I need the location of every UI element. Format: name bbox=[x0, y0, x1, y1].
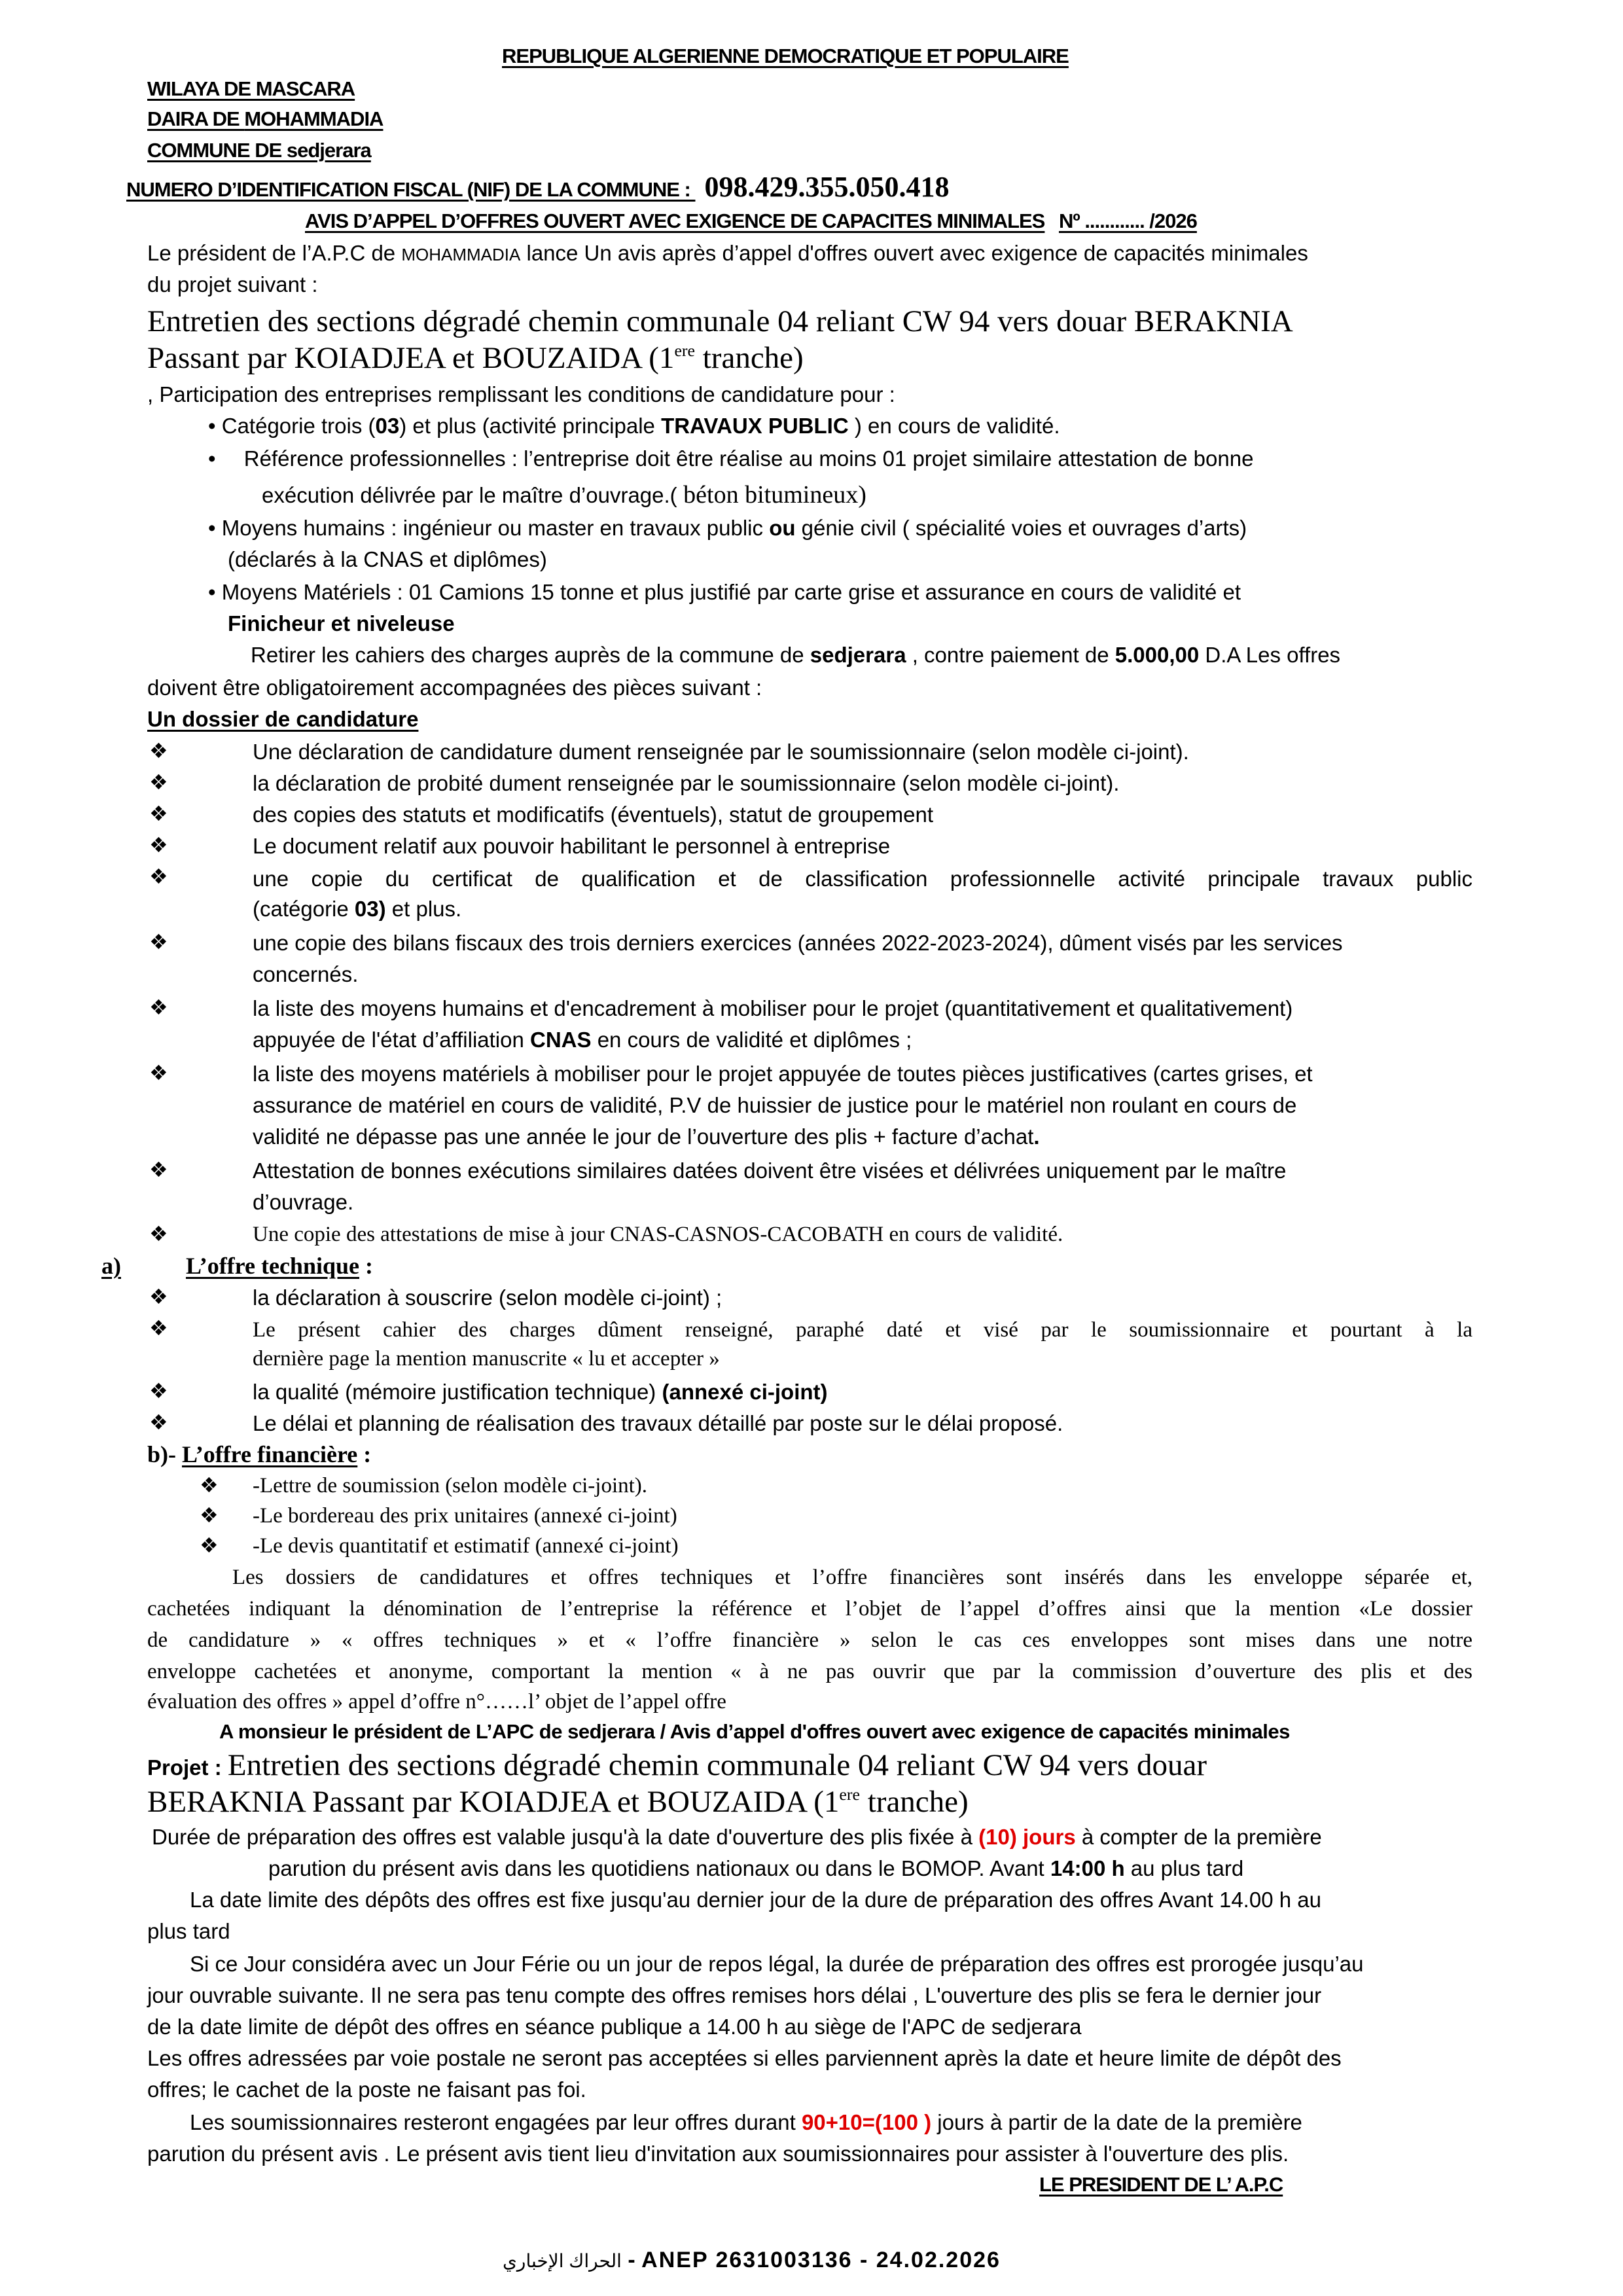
avis-title: AVIS D’APPEL D’OFFRES OUVERT AVEC EXIGENCE DE CAPACITES MINIMALES bbox=[305, 209, 1045, 232]
commune-label: COMMUNE DE sedjerara bbox=[147, 139, 371, 162]
condition-categorie bbox=[208, 415, 1060, 437]
footer-separator: - bbox=[621, 2248, 642, 2272]
diamond-bullet-icon: ❖ bbox=[149, 864, 168, 889]
bullet-icon: • bbox=[208, 580, 216, 604]
projet-title-tranche: tranche) bbox=[859, 1785, 969, 1819]
dossier-bold: CNAS bbox=[530, 1028, 592, 1052]
dossier-item: Le document relatif aux pouvoir habilitant le personnel à entreprise bbox=[253, 834, 891, 858]
offre-technique-title: L’offre technique bbox=[186, 1253, 359, 1279]
postale-line-1: Les offres adressées par voie postale ne seront pas acceptées si elles parviennent après la date et heure limite de dépôt des bbox=[147, 2046, 1342, 2070]
condition-text: Référence professionnelles : l’entreprise doit être réalise au moins 01 projet similaire attestation de bonne bbox=[243, 446, 1254, 471]
diamond-bullet-icon: ❖ bbox=[149, 1284, 168, 1309]
offre-text: la qualité (mémoire justification technique) bbox=[253, 1380, 662, 1404]
date-limite-line-1: La date limite des dépôts des offres est fixe jusqu'au dernier jour de la dure de préparation des offres Avant 14.00 h au bbox=[190, 1888, 1321, 1912]
duree-line-1 bbox=[152, 1826, 1322, 1848]
daira-prefix: DAIRA DE bbox=[147, 107, 245, 130]
diamond-bullet-icon: ❖ bbox=[149, 1157, 168, 1182]
duree-paren: ) bbox=[1009, 1825, 1017, 1849]
engage-duration: 90+10=(100 ) bbox=[801, 2110, 932, 2134]
engage-line-1 bbox=[190, 2111, 1302, 2133]
diamond-bullet-icon: ❖ bbox=[149, 1060, 168, 1085]
bullet-icon: • bbox=[208, 446, 216, 471]
project-title-line-1: Entretien des sections dégradé chemin communale 04 reliant CW 94 vers douar BERAKNIA bbox=[147, 304, 1293, 338]
condition-text: Catégorie trois ( bbox=[221, 414, 376, 438]
wilaya-label: WILAYA DE MASCARA bbox=[147, 77, 355, 100]
retrait-line-2: doivent être obligatoirement accompagnées des pièces suivant : bbox=[147, 675, 762, 700]
offre-financiere-heading bbox=[147, 1443, 371, 1466]
duree-text: au plus tard bbox=[1124, 1856, 1244, 1880]
duree-text: Durée de préparation des offres est valable jusqu'à la date d'ouverture des plis fixée à bbox=[152, 1825, 979, 1849]
engage-text: jours à partir de la date de la première bbox=[931, 2110, 1302, 2134]
duree-paren: ( bbox=[978, 1825, 986, 1849]
condition-reference bbox=[208, 448, 1253, 469]
duree-text: parution du présent avis dans les quotidiens nationaux ou dans le BOMOP. Avant bbox=[268, 1856, 1050, 1880]
postale-line-2: offres; le cachet de la poste ne faisant pas foi. bbox=[147, 2077, 586, 2102]
intro-line-2: du projet suivant : bbox=[147, 272, 318, 296]
projet-line-2 bbox=[147, 1784, 969, 1819]
nif-row bbox=[126, 173, 949, 202]
projet-line-1 bbox=[147, 1750, 1207, 1781]
participation-line: , Participation des entreprises remplissant les conditions de candidature pour : bbox=[147, 382, 895, 406]
offre-technique-item: Le délai et planning de réalisation des travaux détaillé par poste sur le délai proposé. bbox=[253, 1411, 1063, 1435]
retrait-text: Retirer les cahiers des charges auprès de la commune de bbox=[251, 643, 810, 667]
engage-line-2: parution du présent avis . Le présent avis tient lieu d'invitation aux soumissionnaires pour assister à l'ouverture des plis. bbox=[147, 2142, 1289, 2166]
engage-text: Les soumissionnaires resteront engagées par leur offres durant bbox=[190, 2110, 802, 2134]
dossier-item: la déclaration de probité dument renseignée par le soumissionnaire (selon modèle ci-joint). bbox=[253, 771, 1120, 795]
dossier-text: en cours de validité et diplômes ; bbox=[591, 1028, 912, 1052]
republic-title: REPUBLIQUE ALGERIENNE DEMOCRATIQUE ET POPULAIRE bbox=[502, 45, 1069, 67]
nif-label: NUMERO D’IDENTIFICATION FISCAL (NIF) DE LA COMMUNE : bbox=[126, 178, 696, 201]
section-label-a: a) bbox=[101, 1253, 121, 1279]
condition-text: Moyens humains : ingénieur ou master en travaux public bbox=[221, 516, 770, 540]
offre-financiere-item: -Lettre de soumission (selon modèle ci-joint). bbox=[253, 1474, 648, 1498]
retrait-text: D.A Les offres bbox=[1199, 643, 1341, 667]
condition-materiels bbox=[208, 581, 1241, 603]
dossier-item: Une déclaration de candidature dument renseignée par le soumissionnaire (selon modèle ci-joint). bbox=[253, 740, 1189, 764]
duree-time: 14:00 h bbox=[1050, 1856, 1125, 1880]
dossier-item: Attestation de bonnes exécutions similaires datées doivent être visées et délivrées uniquement par le maître bbox=[253, 1158, 1287, 1183]
colon: : bbox=[359, 1253, 373, 1279]
dossier-bold: 03) bbox=[354, 897, 386, 921]
enveloppes-line: de candidature » « offres techniques » et « l’offre financière » selon le cas ces enveloppes sont mises dans une notre bbox=[147, 1628, 1472, 1652]
project-title-line-2 bbox=[147, 340, 804, 375]
diamond-bullet-icon: ❖ bbox=[200, 1533, 219, 1558]
dossier-item: des copies des statuts et modificatifs (éventuels), statut de groupement bbox=[253, 802, 934, 827]
dossier-item-cont bbox=[253, 1126, 1040, 1147]
condition-bold: TRAVAUX PUBLIC bbox=[661, 414, 849, 438]
condition-bold: ou bbox=[769, 516, 796, 540]
intro-text-a: Le président de l’A.P.C de bbox=[147, 241, 402, 265]
ferie-line-1: Si ce Jour considéra avec un Jour Férie ou un jour de repos légal, la durée de préparation des offres est prorogée jusqu’au bbox=[190, 1952, 1364, 1976]
condition-text: génie civil ( spécialité voies et ouvrages d’arts) bbox=[795, 516, 1247, 540]
dossier-item: une copie des bilans fiscaux des trois derniers exercices (années 2022-2023-2024), dûment visés par les services bbox=[253, 931, 1343, 955]
diamond-bullet-icon: ❖ bbox=[149, 995, 168, 1020]
dossier-title: Un dossier de candidature bbox=[147, 707, 419, 731]
dossier-item-cont bbox=[253, 1029, 912, 1050]
offre-financiere-title: L’offre financière bbox=[182, 1441, 358, 1467]
dossier-item-cont bbox=[253, 898, 461, 920]
offre-technique-item-cont: dernière page la mention manuscrite « lu et accepter » bbox=[253, 1347, 720, 1371]
diamond-bullet-icon: ❖ bbox=[200, 1503, 219, 1528]
duree-text: à compter de la première bbox=[1075, 1825, 1322, 1849]
offre-financiere-item: -Le bordereau des prix unitaires (annexé ci-joint) bbox=[253, 1504, 677, 1528]
offre-technique-heading bbox=[101, 1254, 373, 1278]
diamond-bullet-icon: ❖ bbox=[149, 1410, 168, 1435]
diamond-bullet-icon: ❖ bbox=[149, 1378, 168, 1403]
dossier-item: une copie du certificat de qualification et de classification professionnelle activité principale travaux public bbox=[253, 867, 1472, 891]
diamond-bullet-icon: ❖ bbox=[149, 801, 168, 826]
intro-text-b: lance Un avis après d’appel d'offres ouvert avec exigence de capacités minimales bbox=[520, 241, 1308, 265]
dossier-item-cont: concernés. bbox=[253, 962, 359, 986]
dossier-text: appuyée de l'état d’affiliation bbox=[253, 1028, 531, 1052]
enveloppes-line: Les dossiers de candidatures et offres techniques et l’offre financières sont insérés dans les enveloppe séparée et, bbox=[232, 1566, 1472, 1589]
nif-value: 098.429.355.050.418 bbox=[704, 171, 950, 203]
dossier-text: (catégorie bbox=[253, 897, 355, 921]
condition-text: ) en cours de validité. bbox=[848, 414, 1060, 438]
retrait-text: , contre paiement de bbox=[906, 643, 1115, 667]
dossier-item: la liste des moyens matériels à mobiliser pour le projet appuyée de toutes pièces justificatives (cartes grises, et bbox=[253, 1062, 1313, 1086]
intro-line-1 bbox=[147, 242, 1308, 264]
daira-name: MOHAMMADIA bbox=[244, 107, 383, 130]
adresse-line: A monsieur le président de L’APC de sedjerara / Avis d’appel d'offres ouvert avec exigence de capacités minimales bbox=[219, 1720, 1290, 1743]
retrait-amount: 5.000,00 bbox=[1115, 643, 1200, 667]
dossier-item: Une copie des attestations de mise à jour CNAS-CASNOS-CACOBATH en cours de validité. bbox=[253, 1223, 1063, 1246]
duree-jours: jours bbox=[1016, 1825, 1076, 1849]
avis-number: Nº ............ /2026 bbox=[1059, 209, 1197, 232]
diamond-bullet-icon: ❖ bbox=[149, 738, 168, 763]
condition-text: Moyens Matériels : 01 Camions 15 tonne et plus justifié par carte grise et assurance en cours de validité et bbox=[221, 580, 1241, 604]
superscript-ere: ere bbox=[839, 1784, 860, 1804]
enveloppes-line: évaluation des offres » appel d’offre n°……l’ objet de l’appel offre bbox=[147, 1690, 726, 1713]
diamond-bullet-icon: ❖ bbox=[149, 1316, 168, 1340]
projet-title: Entretien des sections dégradé chemin communale 04 reliant CW 94 vers douar bbox=[227, 1748, 1207, 1782]
offre-financiere-item: -Le devis quantitatif et estimatif (annexé ci-joint) bbox=[253, 1534, 679, 1558]
enveloppes-line: cachetées indiquant la dénomination de l’entreprise la référence et l’objet de l’appel d’offres ainsi que la mention «Le dossier bbox=[147, 1597, 1472, 1621]
project-title-part: Passant par KOIADJEA et BOUZAIDA (1 bbox=[147, 341, 675, 375]
footer-anep-ref: ANEP 2631003136 - 24.02.2026 bbox=[641, 2248, 1001, 2272]
condition-reference-cont bbox=[262, 482, 866, 507]
dossier-text: validité ne dépasse pas une année le jour de l’ouverture des plis + facture d’achat bbox=[253, 1124, 1034, 1149]
daira-label bbox=[147, 109, 383, 129]
condition-text: ) et plus (activité principale bbox=[399, 414, 662, 438]
retrait-line-1 bbox=[251, 644, 1340, 666]
bullet-icon: • bbox=[208, 516, 216, 540]
section-label-b: b)- bbox=[147, 1441, 182, 1467]
bullet-icon: • bbox=[208, 414, 216, 438]
signature-president: LE PRESIDENT DE L’ A.P.C bbox=[1039, 2173, 1283, 2196]
offre-technique-item bbox=[253, 1381, 828, 1403]
footer-arabic: الحراك الإخباري bbox=[503, 2251, 622, 2271]
footer-reference bbox=[503, 2249, 1001, 2272]
diamond-bullet-icon: ❖ bbox=[149, 1221, 168, 1246]
retrait-commune: sedjerara bbox=[810, 643, 906, 667]
condition-humains-cont: (déclarés à la CNAS et diplômes) bbox=[228, 547, 547, 571]
condition-humains bbox=[208, 517, 1247, 539]
project-title-tranche: tranche) bbox=[695, 341, 804, 375]
colon: : bbox=[357, 1441, 372, 1467]
enveloppes-line: enveloppe cachetées et anonyme, comportant la mention « à ne pas ouvrir que par la commission d’ouverture des plis et des bbox=[147, 1660, 1472, 1683]
dossier-item-cont: assurance de matériel en cours de validité, P.V de huissier de justice pour le matériel non roulant en cours de bbox=[253, 1093, 1297, 1117]
offre-technique-item: Le présent cahier des charges dûment renseigné, paraphé daté et visé par le soumissionnaire et pourtant à la bbox=[253, 1318, 1472, 1342]
diamond-bullet-icon: ❖ bbox=[149, 929, 168, 954]
dossier-bold: . bbox=[1033, 1124, 1040, 1149]
diamond-bullet-icon: ❖ bbox=[149, 833, 168, 857]
ferie-line-3: de la date limite de dépôt des offres en séance publique a 14.00 h au siège de l'APC de sedjerara bbox=[147, 2015, 1082, 2039]
duree-days: 10 bbox=[986, 1825, 1010, 1849]
projet-label: Projet : bbox=[147, 1755, 228, 1780]
superscript-ere: ere bbox=[674, 340, 695, 360]
condition-materiels-cont: Finicheur et niveleuse bbox=[228, 611, 455, 636]
date-limite-line-2: plus tard bbox=[147, 1919, 230, 1943]
condition-text-serif: béton bitumineux) bbox=[677, 481, 866, 509]
avis-title-row bbox=[305, 211, 1197, 231]
condition-bold: 03 bbox=[375, 414, 400, 438]
dossier-item-cont: d’ouvrage. bbox=[253, 1190, 354, 1214]
condition-text: exécution délivrée par le maître d’ouvrage.( bbox=[262, 483, 677, 507]
offre-technique-item: la déclaration à souscrire (selon modèle ci-joint) ; bbox=[253, 1285, 722, 1310]
intro-city: MOHAMMADIA bbox=[401, 245, 521, 264]
offre-bold: (annexé ci-joint) bbox=[662, 1380, 828, 1404]
ferie-line-2: jour ouvrable suivante. Il ne sera pas tenu compte des offres remises hors délai , L'ouverture des plis se fera le dernier jour bbox=[147, 1983, 1322, 2007]
duree-line-2 bbox=[268, 1857, 1243, 1879]
dossier-item: la liste des moyens humains et d'encadrement à mobiliser pour le projet (quantitativement et qualitativement) bbox=[253, 996, 1293, 1020]
dossier-text: et plus. bbox=[385, 897, 462, 921]
diamond-bullet-icon: ❖ bbox=[200, 1473, 219, 1498]
diamond-bullet-icon: ❖ bbox=[149, 770, 168, 795]
projet-title-part: BERAKNIA Passant par KOIADJEA et BOUZAIDA (1 bbox=[147, 1785, 840, 1819]
